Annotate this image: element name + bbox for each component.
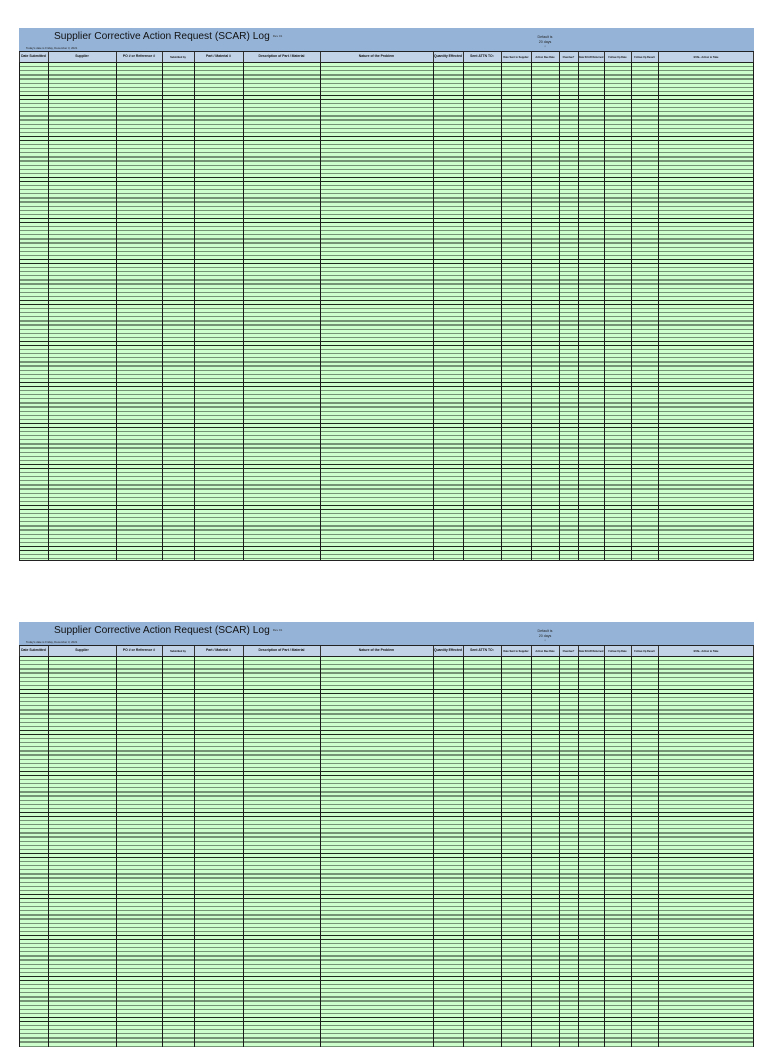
- col-overdue[interactable]: Overdue?: [562, 55, 575, 59]
- col-description[interactable]: Description of Part / Material: [258, 648, 305, 653]
- scar-log-sheet-2: [19, 622, 754, 1047]
- log-entry-grid[interactable]: [19, 657, 754, 1047]
- sheet-title: Supplier Corrective Action Request (SCAR) Log Rev 01: [54, 31, 283, 42]
- col-part-material[interactable]: Part / Material #: [205, 54, 232, 59]
- col-submitted-by[interactable]: Submitted by: [170, 649, 186, 653]
- title-banner: [19, 28, 754, 51]
- default-days-note: Default is 20 days ↓: [537, 35, 553, 49]
- col-nature-of-problem[interactable]: Nature of the Problem: [358, 54, 395, 59]
- col-date-submitted[interactable]: Date Submitted: [21, 54, 46, 59]
- col-supplier[interactable]: Supplier: [75, 54, 89, 59]
- sheet-title: Supplier Corrective Action Request (SCAR) Log Rev 01: [54, 625, 283, 636]
- log-entry-grid[interactable]: [19, 63, 754, 561]
- revision-label: Rev 01: [272, 34, 283, 39]
- col-date-scar-returned[interactable]: Date SCAR Returned: [578, 55, 604, 59]
- scar-log-sheet-1: [19, 28, 754, 561]
- today-date-line: Today's date is Friday, December 3, 2021: [26, 639, 78, 644]
- col-date-scar-returned[interactable]: Date SCAR Returned: [578, 649, 604, 653]
- col-eval-action[interactable]: EVAL. Action to Take: [693, 649, 719, 653]
- col-action-due-date[interactable]: Action Due Date: [535, 649, 555, 653]
- col-date-sent[interactable]: Date Sent to Supplier: [503, 649, 529, 653]
- col-quantity-effected[interactable]: Quantity Effected: [433, 648, 463, 653]
- revision-label: Rev 01: [272, 628, 283, 633]
- col-submitted-by[interactable]: Submitted by: [170, 55, 186, 59]
- col-date-sent[interactable]: Date Sent to Supplier: [503, 55, 529, 59]
- col-sent-attn-to[interactable]: Sent ATTN TO:: [470, 648, 494, 653]
- col-description[interactable]: Description of Part / Material: [258, 54, 305, 59]
- col-supplier[interactable]: Supplier: [75, 648, 89, 653]
- col-sent-attn-to[interactable]: Sent ATTN TO:: [470, 54, 494, 59]
- col-po-reference[interactable]: PO # or Reference #: [122, 54, 156, 59]
- col-eval-action[interactable]: EVAL. Action to Take: [693, 55, 719, 59]
- col-follow-up-date[interactable]: Follow-Up Date: [608, 55, 627, 59]
- col-po-reference[interactable]: PO # or Reference #: [122, 648, 156, 653]
- col-action-due-date[interactable]: Action Due Date: [535, 55, 555, 59]
- column-header-row: [19, 645, 754, 657]
- column-header-row: [19, 51, 754, 63]
- col-follow-up-result[interactable]: Follow-Up Result: [634, 55, 655, 59]
- today-date-line: Today's date is Friday, December 3, 2021: [26, 45, 78, 50]
- col-part-material[interactable]: Part / Material #: [205, 648, 232, 653]
- col-overdue[interactable]: Overdue?: [562, 649, 575, 653]
- col-quantity-effected[interactable]: Quantity Effected: [433, 54, 463, 59]
- col-follow-up-result[interactable]: Follow-Up Result: [634, 649, 655, 653]
- col-nature-of-problem[interactable]: Nature of the Problem: [358, 648, 395, 653]
- col-date-submitted[interactable]: Date Submitted: [21, 648, 46, 653]
- title-banner: [19, 622, 754, 645]
- col-follow-up-date[interactable]: Follow-Up Date: [608, 649, 627, 653]
- default-days-note: Default is 20 days ↓: [537, 629, 553, 643]
